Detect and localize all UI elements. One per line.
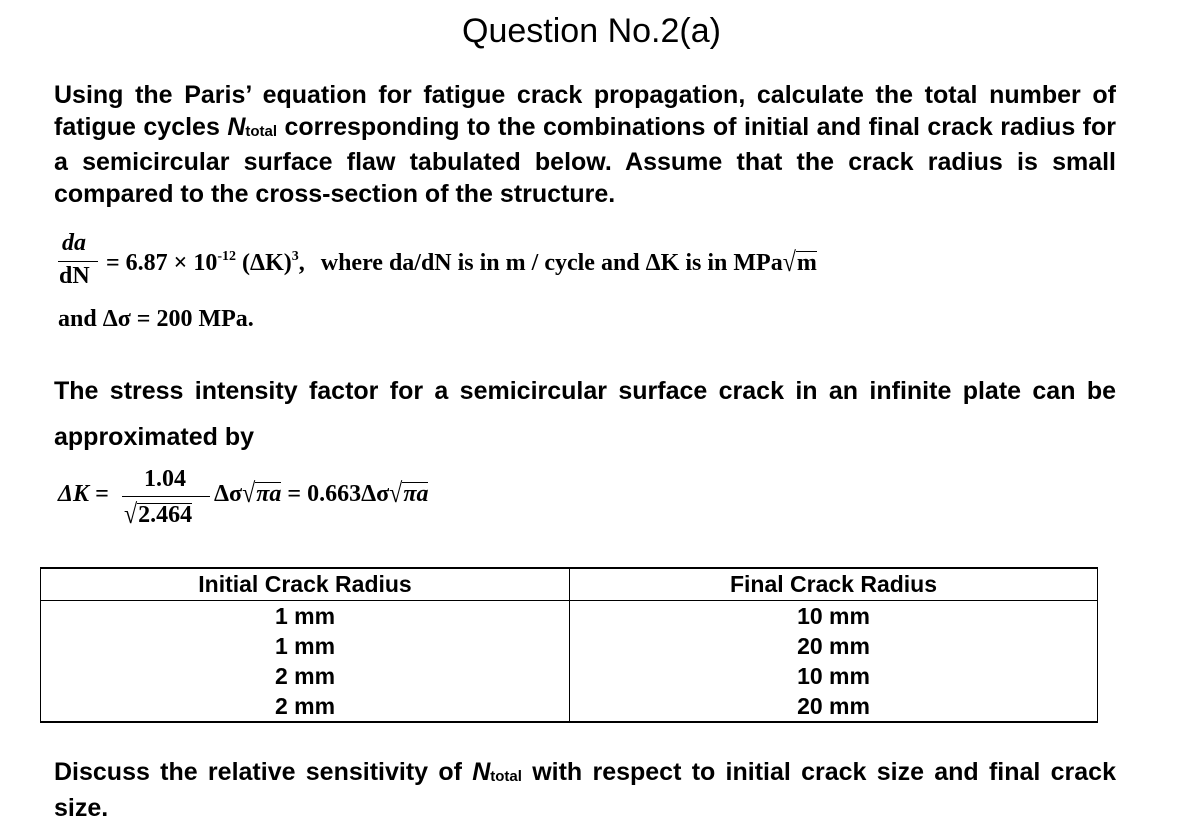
header-initial-radius: Initial Crack Radius [41,568,570,601]
question-title: Question No.2(a) [462,12,721,50]
stress-range-line: and Δσ = 200 MPa. [58,306,254,332]
units-text: where da/dN is in m / cycle and ΔK is in MPa [320,250,783,276]
fraction-numerator: da [62,230,86,256]
intro-text-1: Using the Paris’ equation for fatigue crack propagation, calculate the total number of fatigue cycles [54,81,1116,141]
paris-power: 3 [291,249,299,264]
problem-statement [54,80,1116,210]
final-radius-cell: 10 mm [570,661,1098,691]
table-row [41,661,1098,691]
sif-denominator [124,499,193,530]
paris-equation [58,232,958,294]
discussion-question [54,757,1116,824]
initial-radius-cell: 1 mm [41,601,570,632]
initial-radius-cell: 2 mm [41,691,570,722]
table-header-row [41,568,1098,601]
fraction-denominator: dN [59,263,90,289]
n-total-symbol: N [227,112,246,141]
delta-k-lhs: ΔK = [58,481,109,507]
n-total-subscript: total [245,122,278,140]
n-total-symbol: N [472,758,491,786]
delta-k-term: (ΔK) [236,250,292,276]
paris-coefficient: = 6.87 × 10 [106,250,218,276]
sqrt-symbol: √ [242,478,256,509]
final-radius-cell: 20 mm [570,631,1098,661]
final-radius-cell: 10 mm [570,601,1098,632]
paris-exponent: -12 [217,249,237,264]
table-row [41,691,1098,722]
n-total-subscript: total [490,768,522,785]
sqrt-symbol: √ [124,499,138,530]
sif-paragraph: The stress intensity factor for a semicircular surface crack in an infinite plate can be approximated by [54,377,1116,451]
sqrt-pi-a: πa [403,481,429,507]
paris-equation-rhs [106,249,817,277]
table-row [41,631,1098,661]
sif-rhs [214,478,429,509]
final-radius-cell: 20 mm [570,691,1098,722]
sqrt-symbol: √ [782,247,796,278]
fraction-bar [58,261,98,262]
initial-radius-cell: 1 mm [41,631,570,661]
sqrt-m: m [796,250,817,276]
table-row [41,601,1098,632]
discussion-text-2: with respect to initial crack size and final crack size. [54,758,1116,822]
intro-text-2: corresponding to the combinations of initial and final crack radius for a semicircular surface flaw tabulated below. Assume that the crack radius is small compared to the cross-section of the structure. [54,112,1116,208]
da-dn-fraction [58,232,98,294]
initial-radius-cell: 2 mm [41,661,570,691]
sif-fraction-bar [122,496,210,497]
sif-numerator: 1.04 [144,466,186,492]
sqrt-pi-a: πa [256,481,282,507]
header-final-radius: Final Crack Radius [570,568,1098,601]
crack-radius-table [40,567,1098,723]
sqrt-value: 2.464 [138,502,193,528]
sif-simplified: = 0.663Δσ [281,481,390,507]
discussion-text-1: Discuss the relative sensitivity of [54,758,473,786]
equation-comma: , [298,250,305,276]
sif-fraction [122,466,210,536]
sqrt-symbol: √ [389,478,403,509]
delta-sigma: Δσ [214,481,243,507]
sif-equation [58,466,658,536]
